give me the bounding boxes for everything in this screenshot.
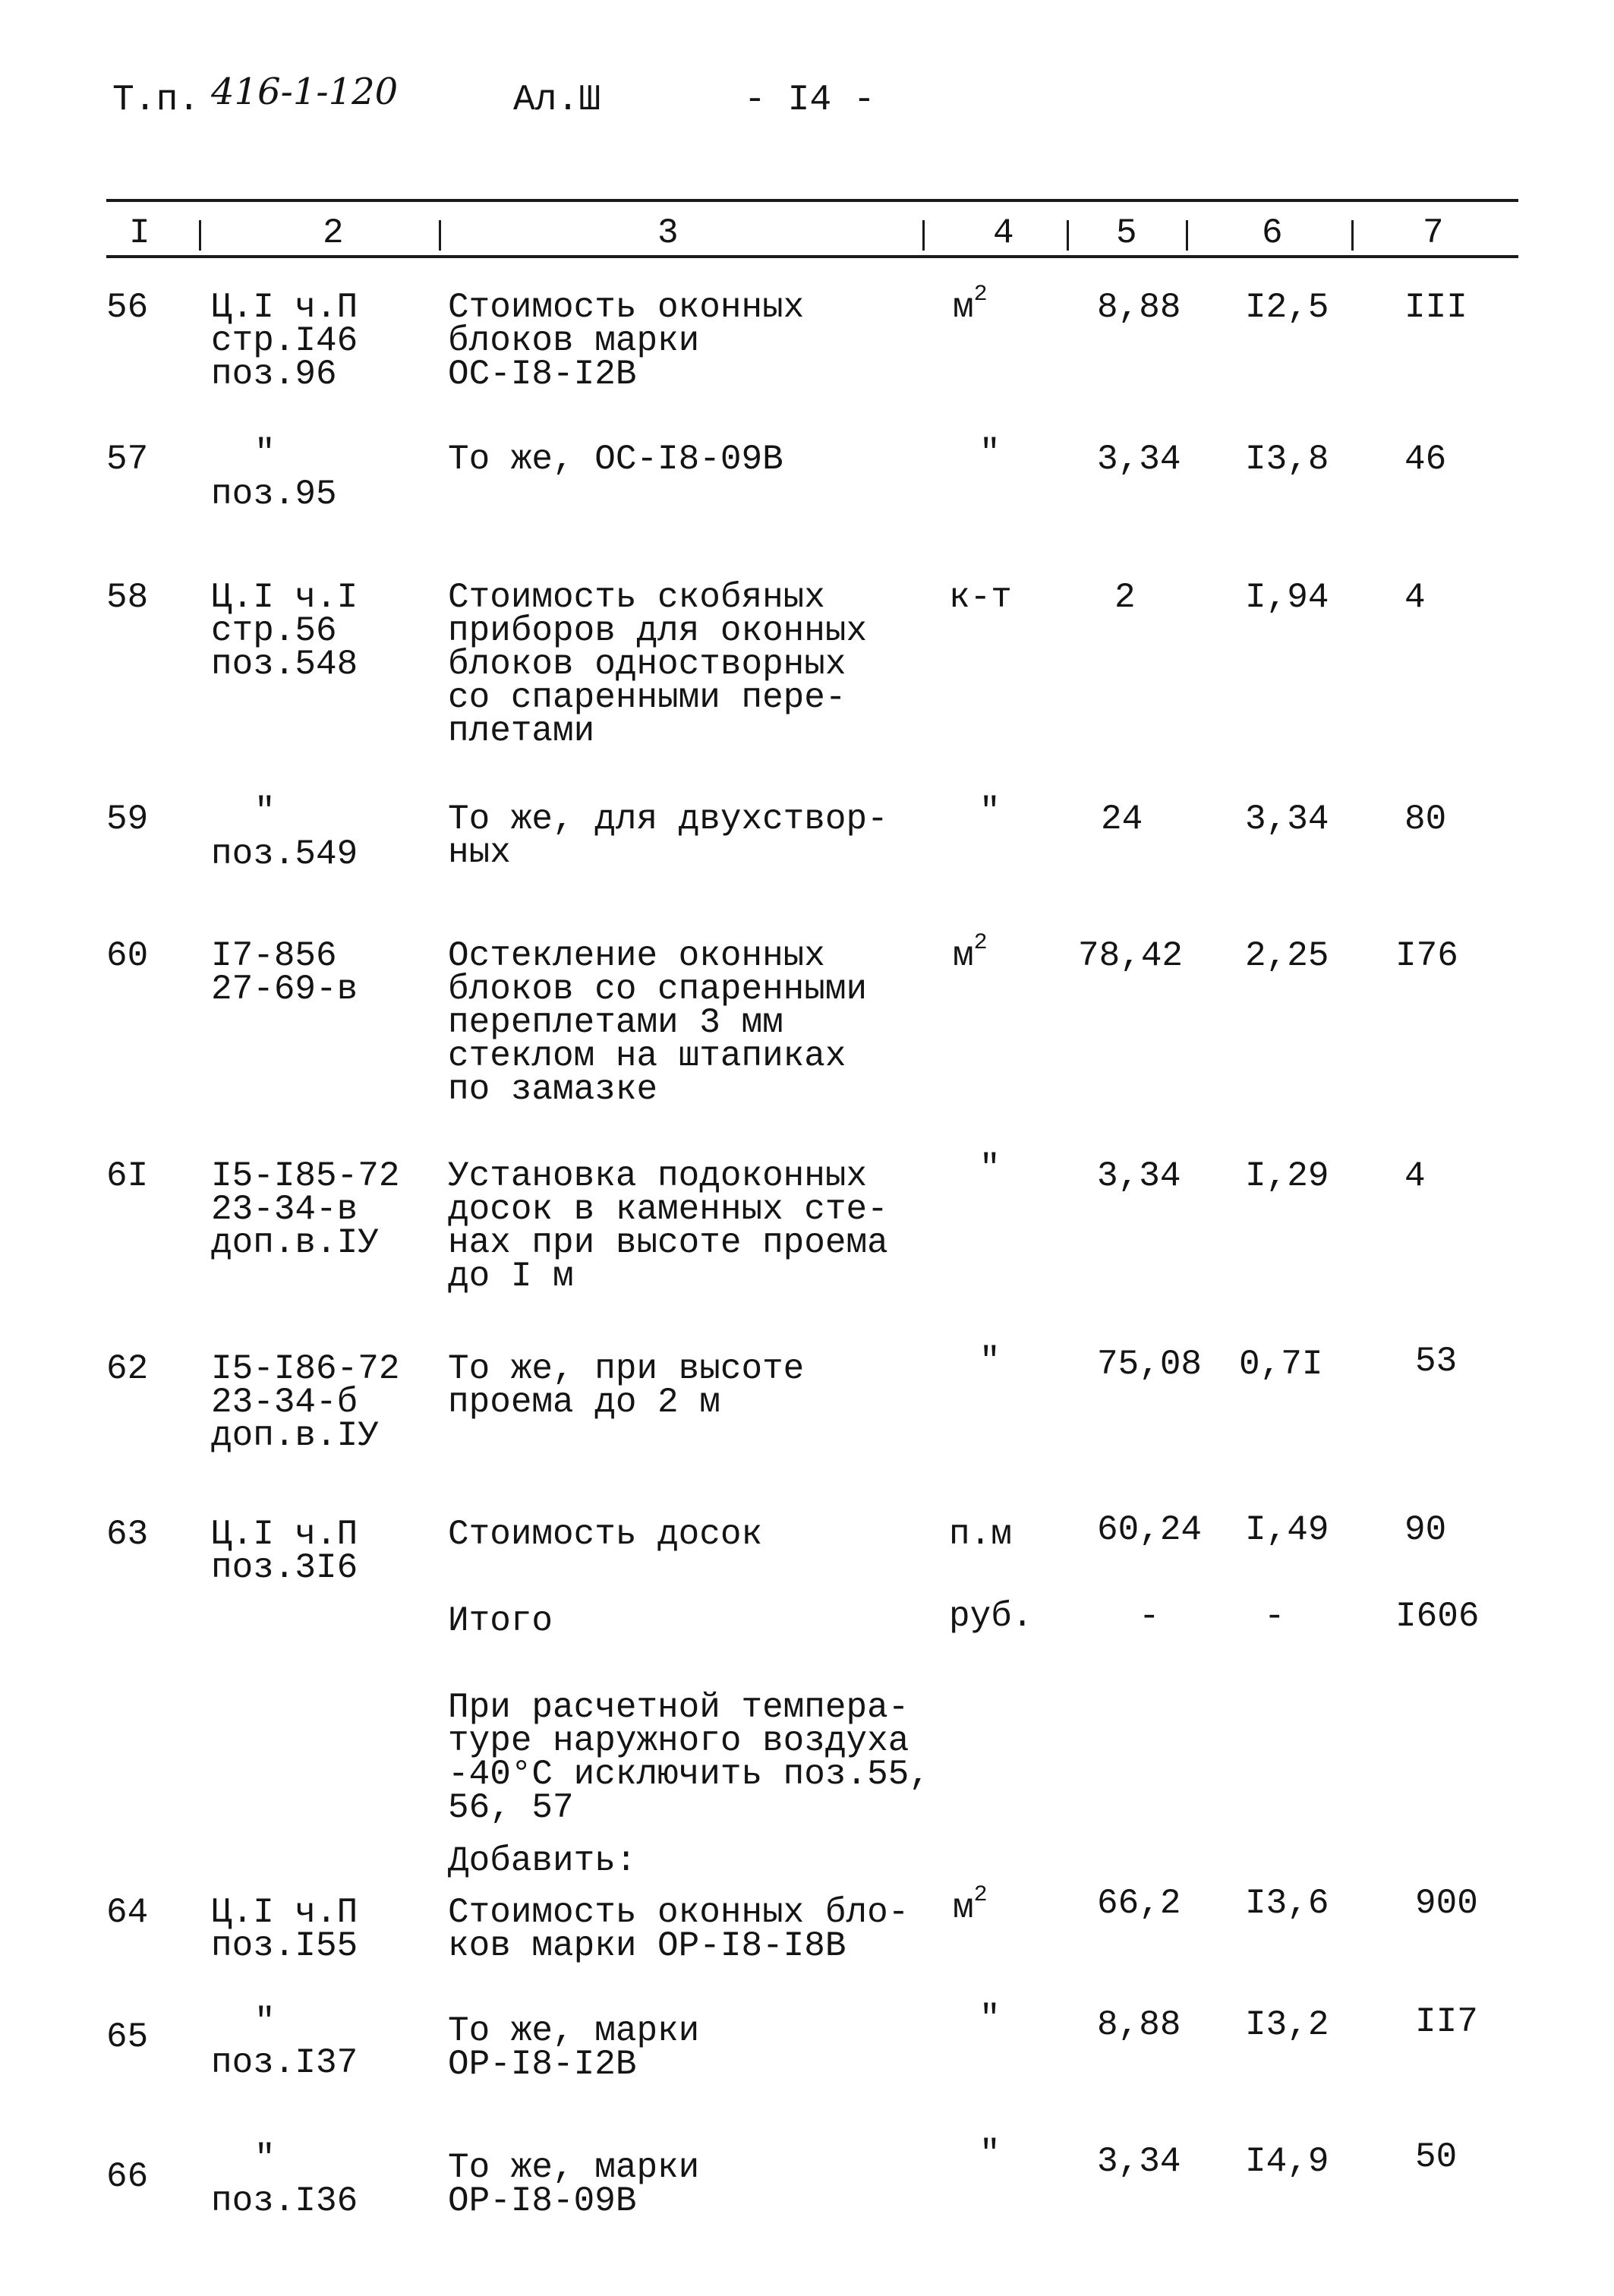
row-total: 4	[1404, 1156, 1426, 1196]
row-desc: до I м	[448, 1257, 574, 1296]
row-number: 63	[106, 1515, 149, 1554]
total-unit: руб.	[949, 1597, 1033, 1636]
total-sum: I606	[1395, 1597, 1480, 1636]
row-total: II7	[1415, 2002, 1478, 2042]
row-ref: I7-856	[211, 936, 337, 976]
page-number: - I4 -	[744, 80, 875, 121]
row-desc: То же, ОС-I8-09В	[448, 440, 783, 479]
row-ref: поз.I36	[211, 2181, 358, 2221]
row-desc: То же, марки	[448, 2148, 700, 2187]
row-qty: 3,34	[1097, 2142, 1181, 2181]
row-desc: приборов для оконных	[448, 611, 868, 651]
row-price: I,94	[1245, 578, 1329, 617]
row-total: 90	[1404, 1510, 1447, 1550]
row-total: 50	[1415, 2137, 1458, 2177]
row-ref: стр.56	[211, 611, 337, 651]
row-price: I4,9	[1245, 2142, 1329, 2181]
row-number: 56	[106, 288, 149, 327]
row-total: III	[1404, 288, 1467, 327]
row-unit: "	[979, 1342, 1001, 1381]
total-label: Итого	[448, 1601, 553, 1641]
col-sep	[1067, 220, 1069, 251]
album-label: Ал.Ш	[513, 80, 601, 121]
col-header-2: 2	[323, 213, 344, 253]
row-unit: "	[979, 1149, 1001, 1188]
row-unit: "	[979, 792, 1001, 831]
row-qty: 3,34	[1097, 1156, 1181, 1196]
row-unit: к-т	[949, 578, 1012, 617]
row-unit: $м^2$	[953, 1882, 988, 1928]
row-ref: доп.в.IУ	[211, 1223, 379, 1263]
row-unit: п.м	[949, 1515, 1012, 1554]
row-price: I,49	[1245, 1510, 1329, 1550]
row-desc: переплетами 3 мм	[448, 1003, 783, 1042]
table-top-rule	[106, 199, 1518, 202]
row-desc: ОР-I8-I2В	[448, 2045, 637, 2084]
row-ref: доп.в.IУ	[211, 1416, 379, 1456]
row-ref: "	[254, 2002, 276, 2042]
row-qty: 2	[1114, 578, 1136, 617]
row-ref: поз.548	[211, 645, 358, 684]
col-header-3: 3	[657, 213, 679, 253]
col-sep	[922, 220, 925, 251]
row-desc: досок в каменных сте-	[448, 1190, 888, 1229]
row-desc: То же, для двухствор-	[448, 800, 888, 839]
row-ref: поз.I55	[211, 1926, 358, 1966]
row-qty: 66,2	[1097, 1884, 1181, 1923]
row-ref: поз.96	[211, 355, 337, 394]
row-qty: 8,88	[1097, 288, 1181, 327]
row-ref: поз.549	[211, 834, 358, 874]
table-header-rule	[106, 255, 1518, 258]
col-sep	[439, 220, 441, 251]
row-ref: поз.I37	[211, 2043, 358, 2083]
row-unit: $м^2$	[953, 930, 988, 976]
row-desc: проема до 2 м	[448, 1383, 720, 1422]
row-number: 60	[106, 936, 149, 976]
row-ref: "	[254, 434, 276, 473]
note-line: При расчетной темпера-	[448, 1688, 909, 1727]
row-desc: ков марки ОР-I8-I8В	[448, 1926, 846, 1966]
row-total: 80	[1404, 800, 1447, 839]
row-ref: стр.I46	[211, 321, 358, 361]
row-number: 59	[106, 800, 149, 839]
row-desc: ОР-I8-09В	[448, 2181, 637, 2221]
row-desc: со спаренными пере-	[448, 678, 846, 718]
row-ref: поз.95	[211, 475, 337, 514]
row-unit: "	[979, 2134, 1001, 2174]
row-desc: То же, при высоте	[448, 1349, 805, 1389]
row-desc: То же, марки	[448, 2011, 700, 2051]
row-ref: I5-I85-72	[211, 1156, 400, 1196]
note-line: 56, 57	[448, 1788, 574, 1828]
row-ref: 23-34-б	[211, 1383, 358, 1422]
row-number: 66	[106, 2157, 149, 2197]
row-price: I,29	[1245, 1156, 1329, 1196]
row-ref: Ц.I ч.П	[211, 1893, 358, 1932]
row-ref: "	[254, 2139, 276, 2178]
row-desc: блоков марки	[448, 321, 700, 361]
col-sep	[1186, 220, 1188, 251]
row-price: I3,8	[1245, 440, 1329, 479]
row-price: 2,25	[1245, 936, 1329, 976]
row-number: 57	[106, 440, 149, 479]
row-total: 900	[1415, 1884, 1478, 1923]
col-sep	[1351, 220, 1354, 251]
row-desc: плетами	[448, 711, 595, 751]
note-line: туре наружного воздуха	[448, 1721, 909, 1761]
row-ref: Ц.I ч.П	[211, 288, 358, 327]
row-ref: "	[254, 792, 276, 831]
col-header-4: 4	[993, 213, 1014, 253]
row-qty: 75,08	[1097, 1345, 1203, 1384]
row-qty: 60,24	[1097, 1510, 1203, 1550]
row-desc: Установка подоконных	[448, 1156, 868, 1196]
note-line: -40°С исключить поз.55,	[448, 1755, 930, 1794]
row-price: I2,5	[1245, 288, 1329, 327]
row-ref: 27-69-в	[211, 970, 358, 1009]
col-header-6: 6	[1262, 213, 1283, 253]
row-desc: Стоимость оконных бло-	[448, 1893, 909, 1932]
row-desc: Стоимость оконных	[448, 288, 805, 327]
row-number: 6I	[106, 1156, 149, 1196]
row-qty: 8,88	[1097, 2005, 1181, 2045]
row-price: 0,7I	[1239, 1345, 1323, 1384]
col-header-7: 7	[1423, 213, 1444, 253]
row-number: 65	[106, 2017, 149, 2057]
row-qty: 24	[1101, 800, 1143, 839]
row-price: I3,2	[1245, 2005, 1329, 2045]
row-ref: 23-34-в	[211, 1190, 358, 1229]
row-desc: Остекление оконных	[448, 936, 825, 976]
row-desc: нах при высоте проема	[448, 1223, 888, 1263]
row-qty: 78,42	[1078, 936, 1184, 976]
row-qty: 3,34	[1097, 440, 1181, 479]
row-desc: блоков со спаренными	[448, 970, 868, 1009]
col-header-1: I	[129, 213, 150, 253]
col-header-5: 5	[1116, 213, 1137, 253]
row-unit: $м^2$	[953, 282, 988, 327]
row-total: 4	[1404, 578, 1426, 617]
row-price: 3,34	[1245, 800, 1329, 839]
row-unit: "	[979, 1999, 1001, 2039]
row-total: 53	[1415, 1342, 1458, 1381]
row-total: 46	[1404, 440, 1447, 479]
total-qty: -	[1139, 1597, 1160, 1636]
row-desc: Стоимость скобяных	[448, 578, 825, 617]
row-price: I3,6	[1245, 1884, 1329, 1923]
row-desc: по замазке	[448, 1070, 658, 1109]
row-ref: Ц.I ч.П	[211, 1515, 358, 1554]
header-prefix: Т.п.	[112, 80, 200, 121]
row-number: 58	[106, 578, 149, 617]
row-desc: ных	[448, 833, 511, 872]
total-price: -	[1264, 1597, 1285, 1636]
row-total: I76	[1395, 936, 1458, 976]
row-number: 64	[106, 1893, 149, 1932]
row-desc: блоков одностворных	[448, 645, 846, 684]
row-ref: Ц.I ч.I	[211, 578, 358, 617]
row-ref: I5-I86-72	[211, 1349, 400, 1389]
row-ref: поз.3I6	[211, 1548, 358, 1588]
add-label: Добавить:	[448, 1841, 637, 1881]
row-desc: ОС-I8-I2В	[448, 355, 637, 394]
row-number: 62	[106, 1349, 149, 1389]
row-desc: Стоимость досок	[448, 1515, 763, 1554]
row-desc: стеклом на штапиках	[448, 1036, 846, 1076]
row-unit: "	[979, 434, 1001, 473]
project-number: 416-1-120	[211, 71, 399, 113]
col-sep	[199, 220, 201, 251]
